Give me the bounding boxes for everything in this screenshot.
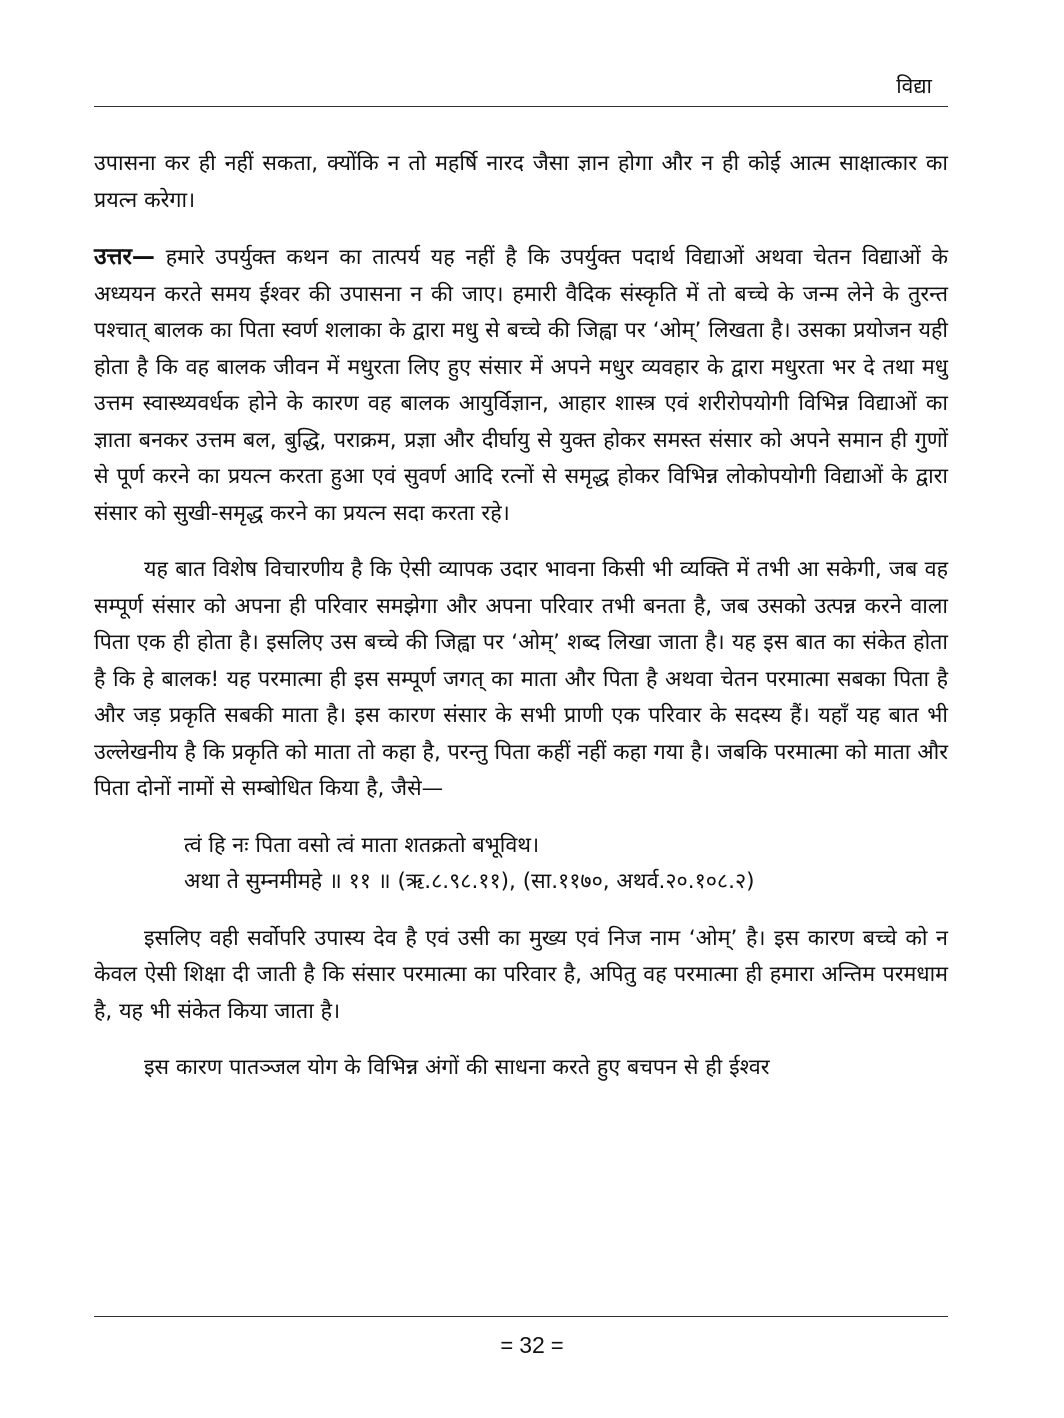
paragraph: इसलिए वही सर्वोपरि उपास्य देव है एवं उसी का मुख्य एवं निज नाम ‘ओम्’ है। इस कारण बच्चे को न केवल ऐसी शिक्षा दी जाती है कि संसार परमात्मा का परिवार है, अपितु वह परमात्मा ही हमारा अन्तिम परमधाम है, यह भी संकेत किया जाता है। <box>94 925 948 1024</box>
answer-label: उत्तर— <box>94 244 155 270</box>
header-rule <box>94 106 948 107</box>
page-body <box>94 146 948 1107</box>
verse-line-1: त्वं हि नः पिता वसो त्वं माता शतक्रतो बभूविथ। <box>184 832 540 858</box>
paragraph-continued: उपासना कर ही नहीं सकता, क्योंकि न तो महर्षि नारद जैसा ज्ञान होगा और न ही कोई आत्म साक्षात्कार का प्रयत्न करेगा। <box>94 151 948 213</box>
running-head: विद्या <box>896 74 932 98</box>
verse-quote <box>184 828 948 901</box>
ornament-right-icon: = <box>550 1332 564 1358</box>
page-number: 32 <box>519 1332 545 1358</box>
page-footer <box>0 1332 1064 1359</box>
footer-rule <box>94 1316 948 1317</box>
verse-line-2: अथा ते सुम्नमीमहे ॥ ११ ॥ (ऋ.८.९८.११), (सा.११७०, अथर्व.२०.१०८.२) <box>184 869 755 894</box>
answer-text: हमारे उपर्युक्त कथन का तात्पर्य यह नहीं है कि उपर्युक्त पदार्थ विद्याओं अथवा चेतन विद्याओं के अध्ययन करते समय ईश्वर की उपासना न की जाए। हमारी वैदिक संस्कृति में तो बच्चे के जन्म लेने के तुरन्त पश्चात् बालक का पिता स्वर्ण शलाका के द्वारा मधु से बच्चे की जिह्वा पर ‘ओम्’ लिखता है। उसका प्रयोजन यही होता है कि वह बालक जीवन में मधुरता लिए हुए संसार में अपने मधुर व्यवहार के द्वारा मधुरता भर दे तथा मधु उत्तम स्वास्थ्यवर्धक होने के कारण वह बालक आयुर्विज्ञान, आहार शास्त्र एवं शरीरोपयोगी विभिन्न विद्याओं का ज्ञाता बनकर उत्तम बल, बुद्धि, पराक्रम, प्रज्ञा और दीर्घायु से युक्त होकर समस्त संसार को अपने समान ही गुणों से पूर्ण करने का प्रयत्न करता हुआ एवं सुवर्ण आदि रत्नों से समृद्ध होकर विभिन्न लोकोपयोगी विद्याओं के द्वारा संसार को सुखी-समृद्ध करने का प्रयत्न सदा करता रहे। <box>94 245 949 526</box>
ornament-left-icon: = <box>500 1332 514 1358</box>
paragraph-answer <box>94 239 948 532</box>
paragraph: इस कारण पातञ्जल योग के विभिन्न अंगों की साधना करते हुए बचपन से ही ईश्वर <box>144 1055 770 1080</box>
paragraph: यह बात विशेष विचारणीय है कि ऐसी व्यापक उदार भावना किसी भी व्यक्ति में तभी आ सकेगी, जब वह सम्पूर्ण संसार को अपना ही परिवार समझेगा और अपना परिवार तभी बनता है, जब उसको उत्पन्न करने वाला पिता एक ही होता है। इसलिए उस बच्चे की जिह्वा पर ‘ओम्’ शब्द लिखा जाता है। यह इस बात का संकेत होता है कि हे बालक! यह परमात्मा ही इस सम्पूर्ण जगत् का माता और पिता है अथवा चेतन परमात्मा सबका पिता है और जड़ प्रकृति सबकी माता है। इस कारण संसार के सभी प्राणी एक परिवार के सदस्य हैं। यहाँ यह बात भी उल्लेखनीय है कि प्रकृति को माता तो कहा है, परन्तु पिता कहीं नहीं कहा गया है। जबकि परमात्मा को माता और पिता दोनों नामों से सम्बोधित किया है, जैसे— <box>94 557 948 801</box>
